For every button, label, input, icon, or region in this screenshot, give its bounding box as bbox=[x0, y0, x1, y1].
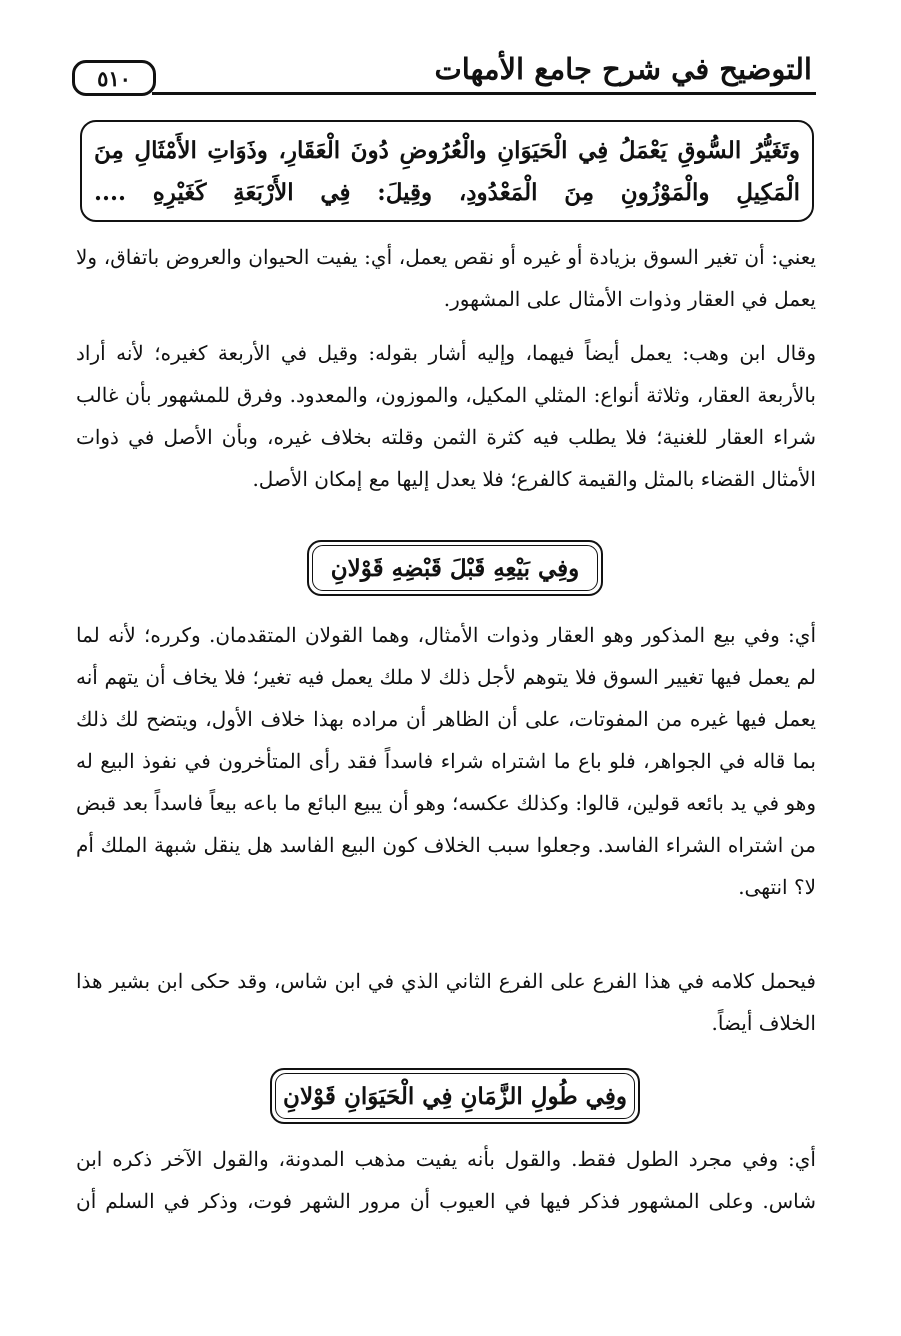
commentary-paragraph-4 bbox=[76, 960, 816, 1044]
commentary-paragraph-5 bbox=[76, 1138, 816, 1222]
subheading-sale-before-possession bbox=[307, 540, 603, 596]
commentary-paragraph-1 bbox=[76, 236, 816, 320]
paragraph-text: فيحمل كلامه في هذا الفرع على الفرع الثاني الذي في ابن شاس، وقد حكى ابن بشير هذا الخلاف أيضاً. bbox=[76, 969, 816, 1035]
page-number: ٥١٠ bbox=[72, 60, 156, 96]
paragraph-text: أي: وفي مجرد الطول فقط. والقول بأنه يفيت مذهب المدونة، والقول الآخر ذكره ابن شاس. وعلى المشهور فذكر فيها في العيوب أن مرور الشهر فوت، وذكر في السلم أن bbox=[76, 1147, 816, 1213]
paragraph-text: وقال ابن وهب: يعمل أيضاً فيهما، وإليه أشار بقوله: وقيل في الأربعة كغيره؛ لأنه أراد بالأربعة العقار، وثلاثة أنواع: المثلي المكيل، والموزون، والمعدود. وفرق للمشهور بأن غالب شراء العقار للغنية؛ فلا يطلب فيه كثرة الثمن وقلته بخلاف غيره، وبأن الأصل في ذوات الأمثال القضاء بالمثل والقيمة كالفرع؛ فلا يعدل إليها مع إمكان الأصل. bbox=[76, 341, 816, 491]
paragraph-text: أي: وفي بيع المذكور وهو العقار وذوات الأمثال، وهما القولان المتقدمان. وكرره؛ لأنه لما لم يعمل فيها تغيير السوق فلا يتوهم لأجل ذلك لا ملك يعمل فيه تغير؛ فلا يخاف أن يتهم أنه يعمل فيها غيره من المفوتات، على أن الظاهر أن مراده بهذا خلاف الأول، ويتضح لك ذلك بما قاله في الجواهر، فلو باع ما اشتراه شراء فاسداً فقد رأى المتأخرون في نفوذ البيع له وهو في يد بائعه قولين، قالوا: وكذلك عكسه؛ وهو أن يبيع البائع ما باعه بيعاً فاسداً بعد قبض من اشتراه الشراء الفاسد. وجعلوا سبب الخلاف كون البيع الفاسد هل ينقل شبهة الملك أم لا؟ انتهى. bbox=[76, 623, 816, 899]
subheading-long-time-animals bbox=[270, 1068, 640, 1124]
subheading-text: وفِي طُولِ الزَّمَانِ فِي الْحَيَوَانِ قَوْلانِ bbox=[283, 1082, 627, 1110]
running-title: التوضيح في شرح جامع الأمهات bbox=[434, 52, 812, 86]
subheading-text: وفِي بَيْعِهِ قَبْلَ قَبْضِهِ قَوْلانِ bbox=[330, 554, 580, 582]
paragraph-text: يعني: أن تغير السوق بزيادة أو غيره أو نقص يعمل، أي: يفيت الحيوان والعروض باتفاق، ولا يعمل في العقار وذوات الأمثال على المشهور. bbox=[76, 245, 816, 311]
commentary-paragraph-2 bbox=[76, 332, 816, 532]
header-rule bbox=[152, 92, 816, 95]
commentary-paragraph-3 bbox=[76, 614, 816, 950]
matn-text-box: وتَغَيُّرُ السُّوقِ يَعْمَلُ فِي الْحَيَوَانِ والْعُرُوضِ دُونَ الْعَقَارِ، وذَوَاتِ الأَمْثَالِ مِنَ الْمَكِيلِ والْمَوْزُونِ مِنَ الْمَعْدُودِ، وقِيلَ: فِي الأَرْبَعَةِ كَغَيْرِهِ .... bbox=[80, 120, 814, 222]
page-header bbox=[72, 48, 816, 100]
